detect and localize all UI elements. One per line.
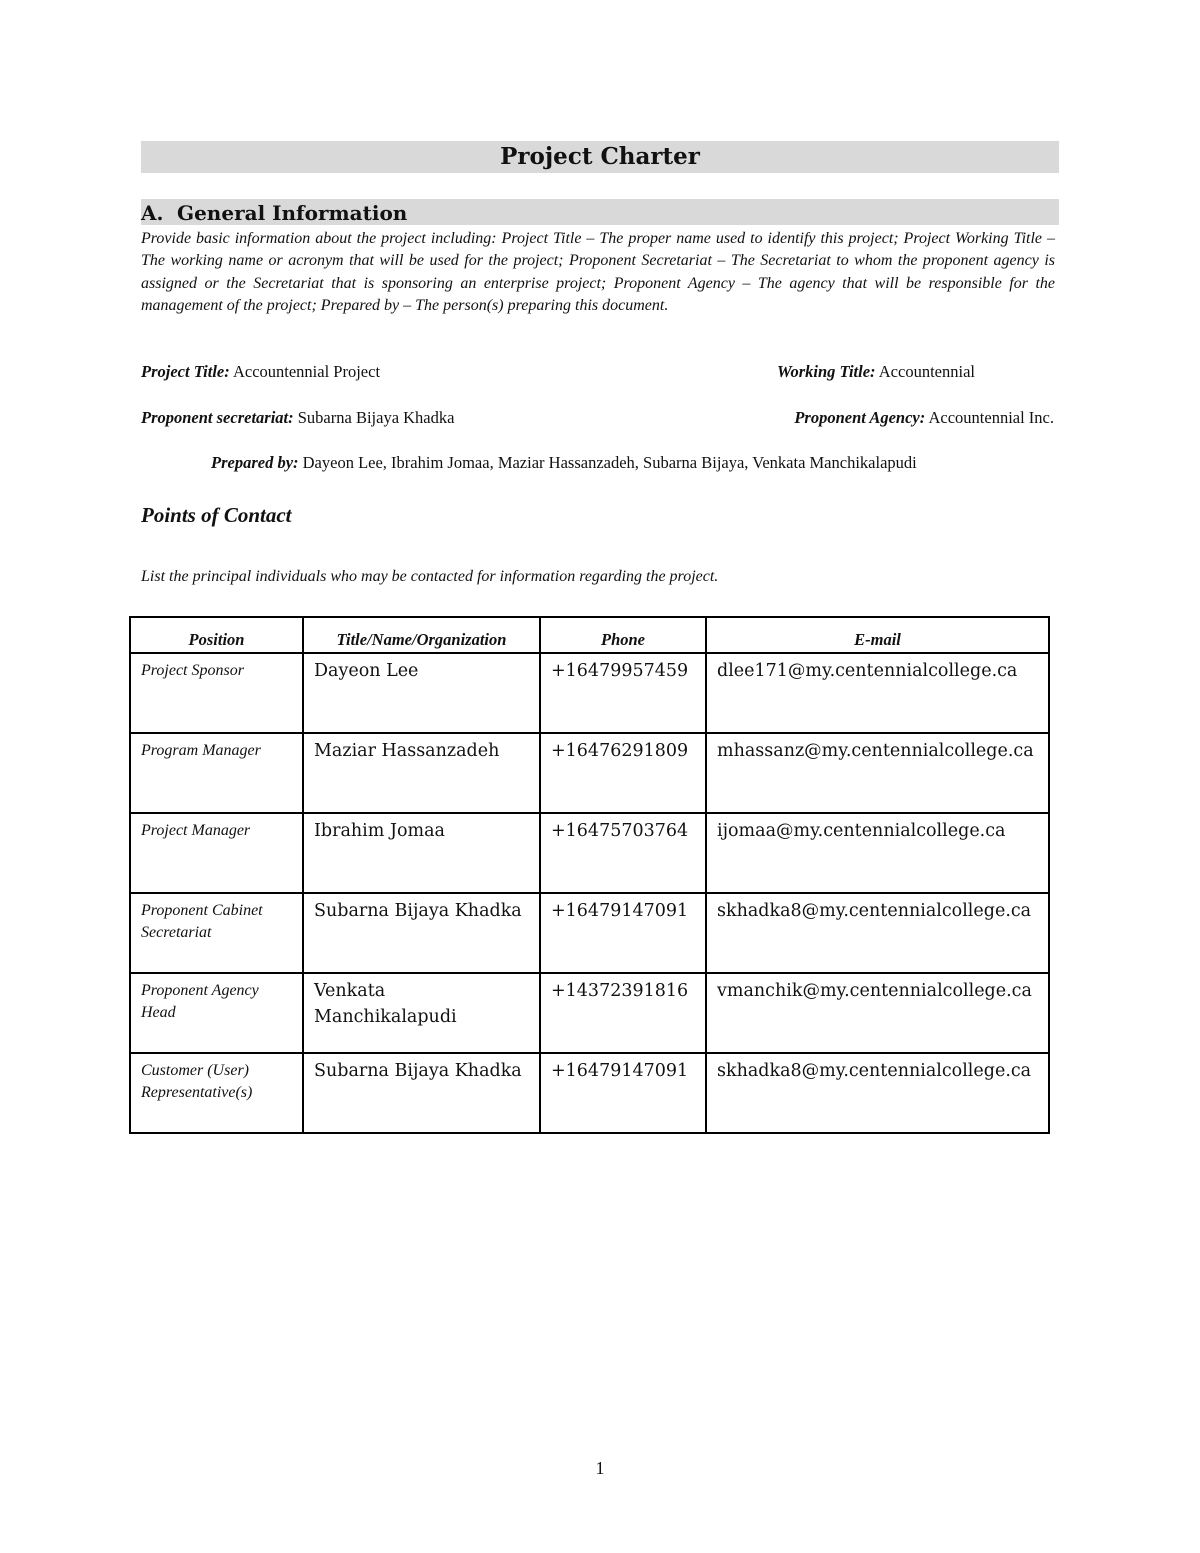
phone-cell: +16479957459 <box>540 653 706 733</box>
proponent-agency-label: Proponent Agency: <box>794 408 926 427</box>
table-row <box>130 973 1049 1053</box>
position-cell: Project Sponsor <box>130 653 303 733</box>
proponent-secretariat-value: Subarna Bijaya Khadka <box>297 408 455 427</box>
working-title-label: Working Title: <box>777 362 876 381</box>
prepared-by-label: Prepared by: <box>211 453 299 472</box>
column-header: Position <box>130 617 303 653</box>
document-title: Project Charter <box>141 141 1059 173</box>
proponent-agency-field <box>794 408 1054 428</box>
email-cell: mhassanz@my.centennialcollege.ca <box>706 733 1049 813</box>
position-cell: Proponent Agency Head <box>130 973 303 1053</box>
position-cell: Customer (User) Representative(s) <box>130 1053 303 1133</box>
phone-cell: +16479147091 <box>540 893 706 973</box>
project-title-value: Accountennial Project <box>232 362 381 381</box>
column-header: E-mail <box>706 617 1049 653</box>
section-a-intro: Provide basic information about the project including: Project Title – The proper name used to identify this project; Project Working Title – The working name or acronym that will be used for the project; Proponent Secretariat – The Secretariat to whom the proponent agency is assigned or the Secretariat that is sponsoring an enterprise project; Proponent Agency – The agency that will be responsible for the management of the project; Prepared by – The person(s) preparing this document. <box>141 230 1055 314</box>
section-title: General Information <box>177 201 408 225</box>
name-cell: Subarna Bijaya Khadka <box>303 893 540 973</box>
column-header: Title/Name/Organization <box>303 617 540 653</box>
position-cell: Project Manager <box>130 813 303 893</box>
points-of-contact-heading: Points of Contact <box>141 503 292 527</box>
project-title-label: Project Title: <box>141 362 230 381</box>
phone-cell: +16476291809 <box>540 733 706 813</box>
prepared-by-field <box>211 453 917 473</box>
proponent-agency-value: Accountennial Inc. <box>928 408 1054 427</box>
email-cell: skhadka8@my.centennialcollege.ca <box>706 893 1049 973</box>
table-row <box>130 733 1049 813</box>
section-a-heading <box>141 199 1059 225</box>
email-cell: ijomaa@my.centennialcollege.ca <box>706 813 1049 893</box>
prepared-by-value: Dayeon Lee, Ibrahim Jomaa, Maziar Hassanzadeh, Subarna Bijaya, Venkata Manchikalapudi <box>302 453 917 472</box>
name-cell: Subarna Bijaya Khadka <box>303 1053 540 1133</box>
email-cell: dlee171@my.centennialcollege.ca <box>706 653 1049 733</box>
table-row <box>130 813 1049 893</box>
phone-cell: +16475703764 <box>540 813 706 893</box>
contacts-table <box>129 616 1050 1134</box>
position-cell: Program Manager <box>130 733 303 813</box>
email-cell: vmanchik@my.centennialcollege.ca <box>706 973 1049 1053</box>
phone-cell: +16479147091 <box>540 1053 706 1133</box>
table-row <box>130 1053 1049 1133</box>
proponent-secretariat-field <box>141 408 454 428</box>
name-cell: Ibrahim Jomaa <box>303 813 540 893</box>
working-title-value: Accountennial <box>878 362 975 381</box>
email-cell: skhadka8@my.centennialcollege.ca <box>706 1053 1049 1133</box>
name-cell: Maziar Hassanzadeh <box>303 733 540 813</box>
project-title-field <box>141 362 380 382</box>
table-header-row <box>130 617 1049 653</box>
column-header: Phone <box>540 617 706 653</box>
table-row <box>130 653 1049 733</box>
position-cell: Proponent Cabinet Secretariat <box>130 893 303 973</box>
name-cell: Venkata Manchikalapudi <box>303 973 540 1053</box>
working-title-field <box>777 362 975 382</box>
phone-cell: +14372391816 <box>540 973 706 1053</box>
name-cell: Dayeon Lee <box>303 653 540 733</box>
section-number: A. <box>141 201 164 225</box>
table-row <box>130 893 1049 973</box>
points-of-contact-intro: List the principal individuals who may be contacted for information regarding the project. <box>141 568 719 585</box>
proponent-secretariat-label: Proponent secretariat: <box>141 408 294 427</box>
page-number: 1 <box>595 1458 605 1478</box>
